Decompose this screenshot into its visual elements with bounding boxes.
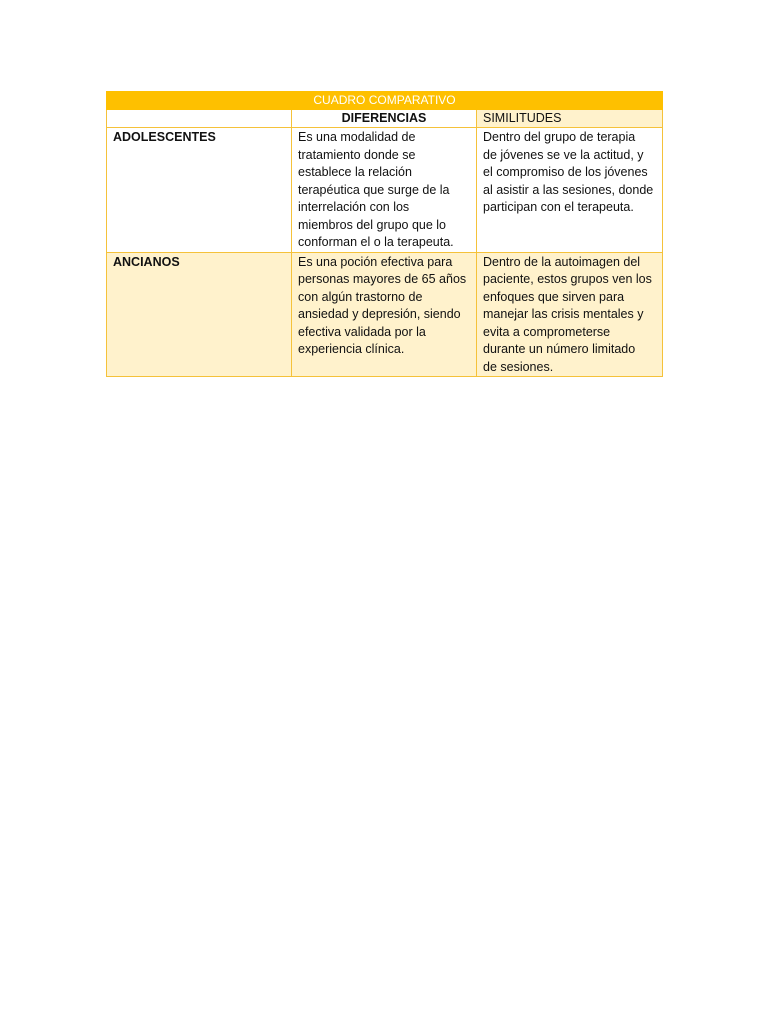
table-row: [107, 128, 663, 253]
header-empty-cell: [107, 110, 292, 128]
row-label-adolescentes: ADOLESCENTES: [107, 128, 292, 253]
diferencias-ancianos: Es una poción efectiva para personas mayores de 65 años con algún trastorno de ansiedad y depresión, siendo efectiva validada por la experiencia clínica.: [292, 252, 477, 377]
table-header-row: [107, 110, 663, 128]
header-similitudes: SIMILITUDES: [477, 110, 663, 128]
table-title: CUADRO COMPARATIVO: [107, 92, 663, 110]
header-diferencias: DIFERENCIAS: [292, 110, 477, 128]
comparison-table: [106, 91, 663, 377]
table-row: [107, 252, 663, 377]
row-label-ancianos: ANCIANOS: [107, 252, 292, 377]
similitudes-adolescentes: Dentro del grupo de terapia de jóvenes se ve la actitud, y el compromiso de los jóvenes al asistir a las sesiones, donde participan con el terapeuta.: [477, 128, 663, 253]
diferencias-adolescentes: Es una modalidad de tratamiento donde se establece la relación terapéutica que surge de la interrelación con los miembros del grupo que lo conforman el o la terapeuta.: [292, 128, 477, 253]
table-title-row: [107, 92, 663, 110]
similitudes-ancianos: Dentro de la autoimagen del paciente, estos grupos ven los enfoques que sirven para manejar las crisis mentales y evita a comprometerse durante un número limitado de sesiones.: [477, 252, 663, 377]
